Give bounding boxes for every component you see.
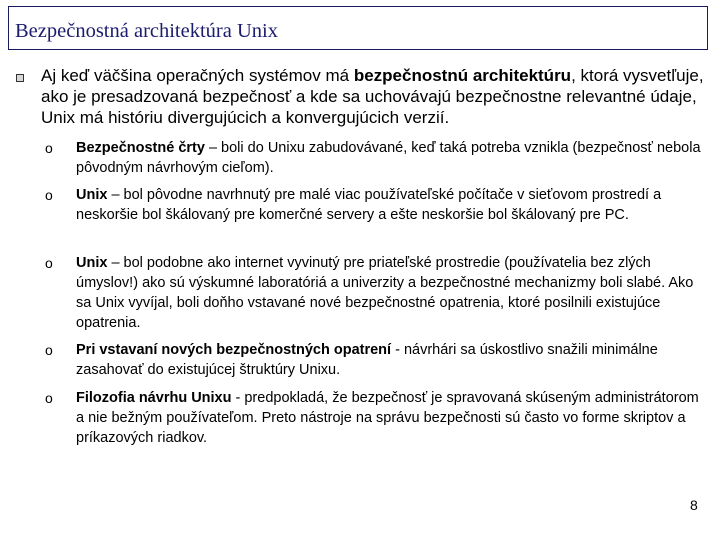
sub-item-1-bold: Bezpečnostné črty xyxy=(76,140,205,156)
sub-item-5-bold: Filozofia návrhu Unixu xyxy=(76,390,232,406)
main-text-after: , ktorá vysvetľuje, ako je presadzovaná bezpečnosť a kde sa uchovávajú bezpečnostne relevantné údaje, Unix má históriu divergujúcich a konvergujúcich verzií. xyxy=(41,66,704,127)
main-paragraph xyxy=(41,65,711,128)
sub-item-4-bold: Pri vstavaní nových bezpečnostných opatrení xyxy=(76,342,392,358)
circle-bullet-icon: o xyxy=(45,342,53,358)
circle-bullet-icon: o xyxy=(45,255,53,271)
slide-title: Bezpečnostná architektúra Unix xyxy=(15,20,278,42)
circle-bullet-icon: o xyxy=(45,390,53,406)
sub-item-3 xyxy=(76,253,706,333)
sub-item-4 xyxy=(76,340,706,380)
sub-item-5 xyxy=(76,388,706,448)
sub-item-3-text: – bol podobne ako internet vyvinutý pre priateľské prostredie (používatelia bez zlých úmyslov!) ako sú výskumné laboratóriá a univerzity a bezpečnostné mechanizmy boli slabé. Ako sa Unix vyvíjal, boli doňho vstavané nové bezpečnostné opatrenia, ktoré posilnili existujúce opatrenia. xyxy=(76,255,694,331)
sub-item-2-text: – bol pôvodne navrhnutý pre malé viac používateľské počítače v sieťovom prostredí a neskoršie bol škálovaný pre komerčné servery a ešte neskoršie bol škálovaný pre PC. xyxy=(76,187,662,223)
circle-bullet-icon: o xyxy=(45,187,53,203)
sub-item-3-bold: Unix xyxy=(76,255,108,271)
page-number: 8 xyxy=(690,497,698,513)
sub-item-1 xyxy=(76,138,706,178)
sub-item-2-bold: Unix xyxy=(76,187,108,203)
sub-item-1-text: – boli do Unixu zabudovávané, keď taká potreba vznikla (bezpečnosť nebola pôvodným návrhovým cieľom). xyxy=(76,140,701,176)
main-bold: bezpečnostnú architektúru xyxy=(353,66,572,85)
circle-bullet-icon: o xyxy=(45,140,53,156)
sub-item-2 xyxy=(76,185,706,225)
sub-item-5-text: - predpokladá, že bezpečnosť je spravovaná skúseným administrátorom a nie bežným používateľom. Preto nástroje na správu bezpečnosti sú často vo forme skriptov a príkazových riadkov. xyxy=(76,390,699,446)
square-bullet-icon xyxy=(16,74,24,82)
sub-item-4-text: - návrhári sa úskostlivo snažili minimálne zasahovať do existujúcej štruktúry Unixu. xyxy=(76,342,658,378)
title-box xyxy=(8,6,708,50)
main-text-before: Aj keď väčšina operačných systémov má xyxy=(41,66,354,85)
